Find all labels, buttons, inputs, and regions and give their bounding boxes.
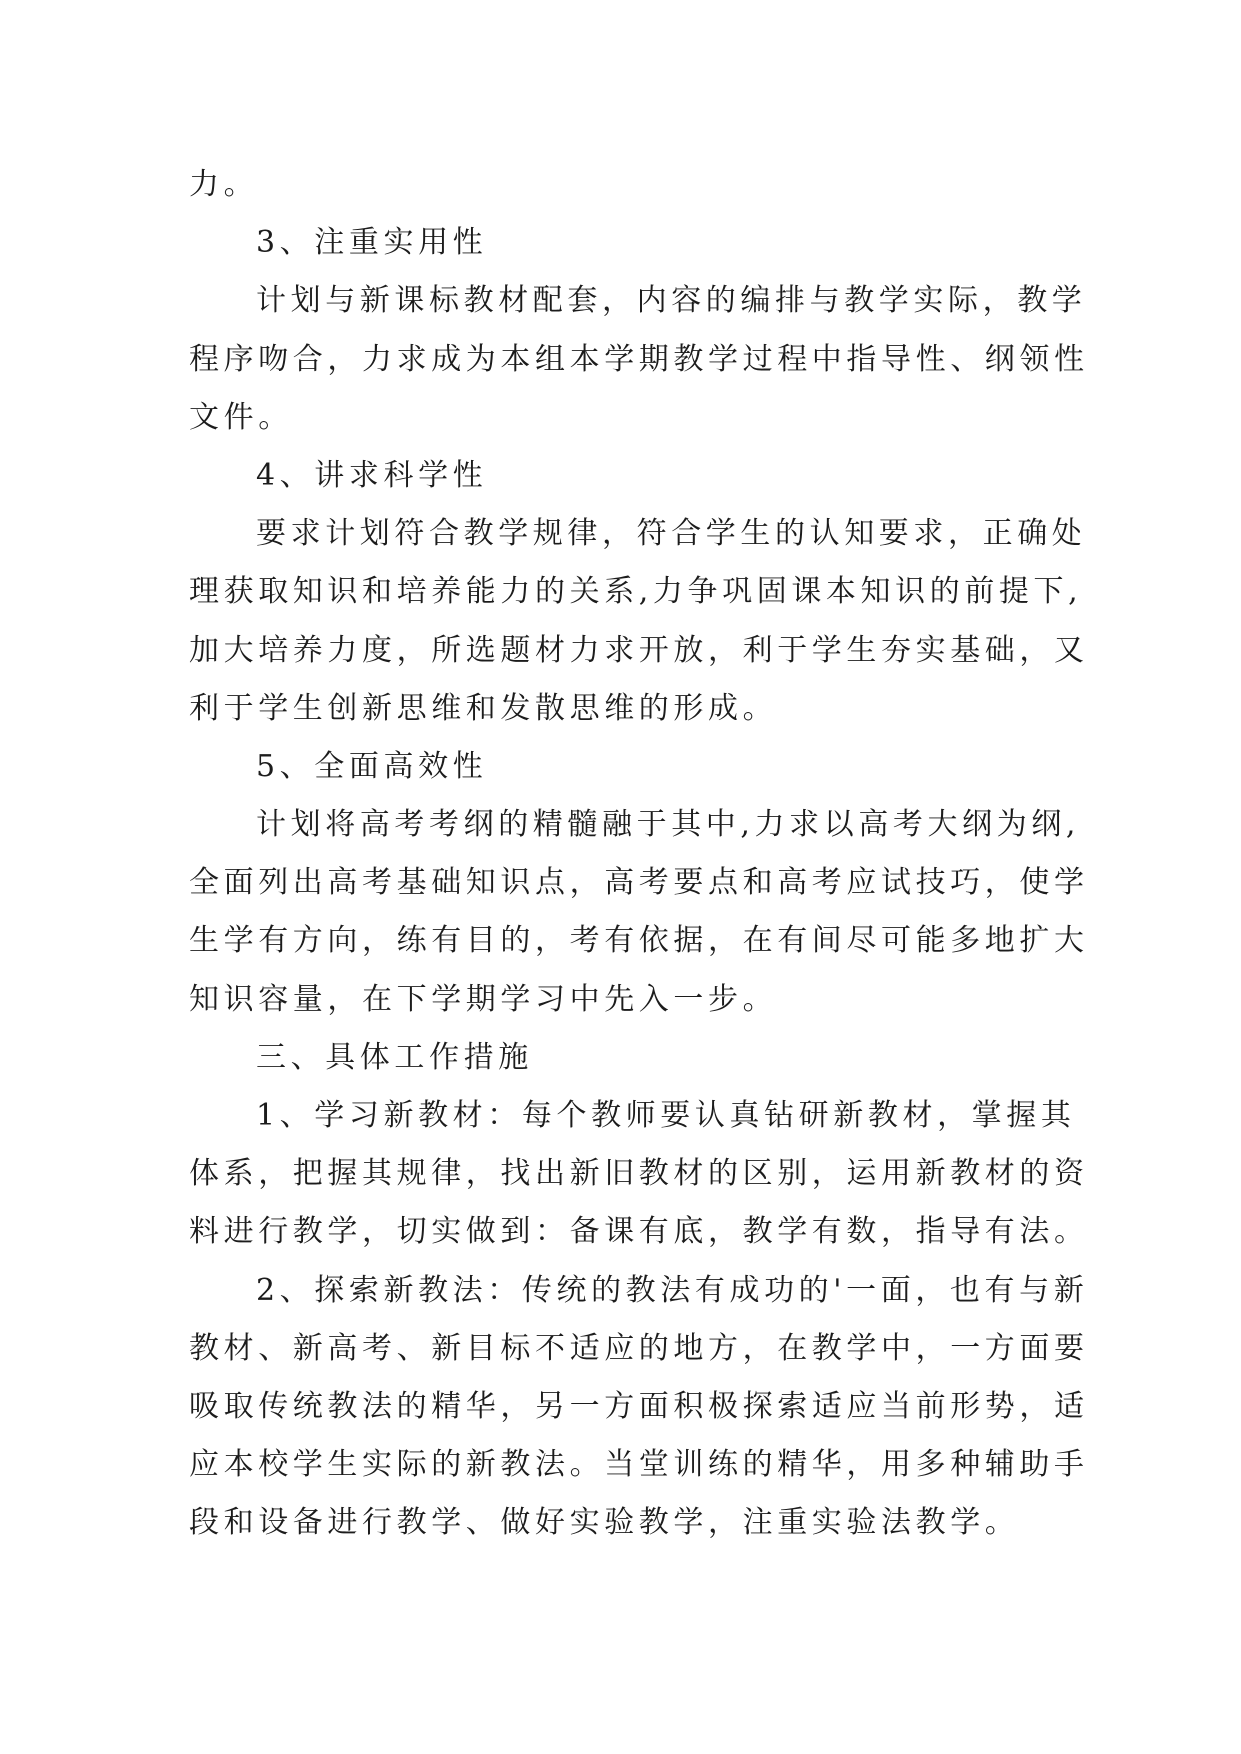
text-line: 计划与新课标教材配套，内容的编排与教学实际，教学 bbox=[256, 283, 1087, 319]
text-line: 要求计划符合教学规律，符合学生的认知要求，正确处 bbox=[256, 516, 1087, 552]
text-line: 生学有方向，练有目的，考有依据，在有间尽可能多地扩大 bbox=[189, 923, 1089, 959]
text-line: 加大培养力度，所选题材力求开放，利于学生夯实基础，又 bbox=[189, 632, 1089, 668]
text-line: 1、学习新教材：每个教师要认真钻研新教材，掌握其 bbox=[256, 1098, 1076, 1133]
text-line: 知识容量，在下学期学习中先入一步。 bbox=[189, 981, 778, 1017]
text-line: 全面列出高考基础知识点，高考要点和高考应试技巧，使学 bbox=[189, 865, 1089, 901]
text-line: 料进行教学，切实做到：备课有底，教学有数，指导有法。 bbox=[189, 1214, 1089, 1250]
document-body bbox=[189, 156, 1089, 1553]
text-line: 程序吻合，力求成为本组本学期教学过程中指导性、纲领性 bbox=[189, 341, 1089, 377]
text-line: 文件。 bbox=[189, 399, 293, 435]
text-line: 三、具体工作措施 bbox=[256, 1039, 533, 1075]
text-line: 计划将高考考纲的精髓融于其中,力求以高考大纲为纲, bbox=[256, 807, 1081, 843]
text-line: 力。 bbox=[189, 167, 259, 202]
text-line: 5、全面高效性 bbox=[256, 748, 488, 784]
text-line: 4、讲求科学性 bbox=[256, 457, 488, 493]
text-line: 理获取知识和培养能力的关系,力争巩固课本知识的前提下, bbox=[189, 574, 1083, 610]
text-line: 3、注重实用性 bbox=[256, 225, 488, 261]
text-line: 利于学生创新思维和发散思维的形成。 bbox=[189, 690, 778, 726]
text-line: 体系，把握其规律，找出新旧教材的区别，运用新教材的资 bbox=[189, 1156, 1089, 1192]
text-line: 吸取传统教法的精华，另一方面积极探索适应当前形势，适 bbox=[189, 1388, 1089, 1424]
text-line: 应本校学生实际的新教法。当堂训练的精华，用多种辅助手 bbox=[189, 1447, 1089, 1483]
text-line: 教材、新高考、新目标不适应的地方，在教学中，一方面要 bbox=[189, 1330, 1089, 1366]
text-line: 段和设备进行教学、做好实验教学，注重实验法教学。 bbox=[189, 1505, 1020, 1541]
text-line: 2、探索新教法：传统的教法有成功的'一面，也有与新 bbox=[256, 1272, 1089, 1308]
